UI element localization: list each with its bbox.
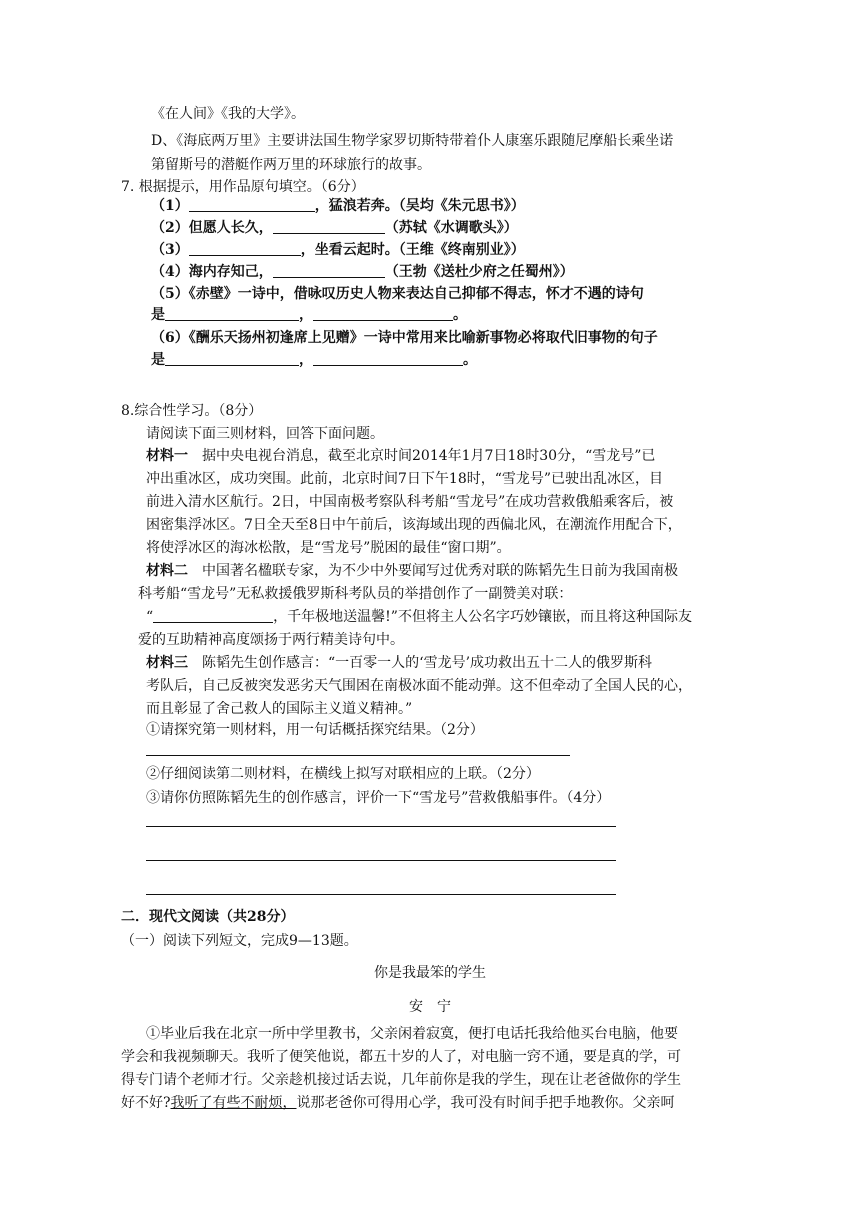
material-1-line-1: 材料一 据中央电视台消息，截至北京时间2014年1月7日18时30分，“雪龙号”已	[146, 448, 656, 464]
article-title: 你是我最笨的学生	[374, 965, 486, 981]
paragraph-1-line-3: 得专门请个老师才行。父亲趁机接过话去说，几年前你是我的学生，现在让老爸做你的学生	[121, 1072, 681, 1088]
material-1-line-4: 困密集浮冰区。7日全天至8日中午前后，该海域出现的西偏北风，在潮流作用配合下，	[146, 517, 682, 533]
q7-item-2: （2）但愿人长久， （苏轼《水调歌头》）	[151, 220, 518, 236]
answer-blank[interactable]	[189, 196, 315, 212]
answer-line-2[interactable]	[146, 826, 616, 827]
paragraph-1-line-4: 好不好?我听了有些不耐烦，说那老爸你可得用心学，我可没有时间手把手地教你。父亲呵	[121, 1095, 675, 1111]
material-3-line-1: 材料三 陈韬先生创作感言：“一百零一人的‘雪龙号’成功救出五十二人的俄罗斯科	[146, 655, 653, 671]
answer-line-4[interactable]	[146, 894, 616, 895]
article-author: 安 宁	[409, 999, 451, 1015]
couplet-blank[interactable]	[153, 607, 273, 623]
q7-item-6: （6）《酬乐天扬州初逢席上见赠》一诗中常用来比喻新事物必将取代旧事物的句子	[151, 330, 658, 346]
answer-line-3[interactable]	[146, 860, 616, 861]
answer-blank[interactable]	[165, 350, 299, 366]
option-d-line-1: D、《海底两万里》主要讲法国生物学家罗切斯特带着仆人康塞乐跟随尼摩船长乘坐诺	[151, 133, 674, 149]
sub-question-1: ①请探究第一则材料，用一句话概括探究结果。（2分）	[146, 722, 484, 738]
section-2-subheading: （一）阅读下列短文，完成9—13题。	[121, 933, 358, 949]
option-d-line-2: 第留斯号的潜艇作两万里的环球旅行的故事。	[151, 157, 431, 173]
book-list-line: 《在人间》《我的大学》。	[151, 106, 305, 122]
sub-question-3: ③请你仿照陈韬先生的创作感言，评价一下“雪龙号”营救俄船事件。（4分）	[146, 790, 611, 806]
paragraph-1-line-2: 学会和我视频聊天。我听了便笑他说，都五十岁的人了，对电脑一窍不通，要是真的学，可	[121, 1049, 681, 1065]
answer-blank[interactable]	[273, 218, 385, 234]
q7-item-5-answer: 是 ， 。	[151, 307, 467, 323]
q7-heading: 7. 根据提示，用作品原句填空。（6分）	[121, 179, 365, 195]
answer-line-1[interactable]	[146, 755, 570, 756]
q7-item-3: （3） ，坐看云起时。（王维《终南别业》）	[151, 242, 525, 258]
q7-item-1: （1） ，猛浪若奔。（吴均《朱元思书》）	[151, 198, 525, 214]
q7-item-5: （5）《赤壁》一诗中，借咏叹历史人物来表达自己抑郁不得志，怀才不遇的诗句	[151, 286, 644, 302]
material-2-line-1: 材料二 中国著名楹联专家，为不少中外要闻写过优秀对联的陈韬先生日前为我国南极	[146, 563, 678, 579]
q7-item-4: （4）海内存知己， （王勃《送杜少府之任蜀州》）	[151, 264, 574, 280]
q8-heading: 8.综合性学习。（8分）	[121, 403, 263, 419]
material-3-line-3: 而且彰显了舍己救人的国际主义道义精神。”	[146, 701, 413, 717]
paragraph-1-line-1: ①毕业后我在北京一所中学里教书，父亲闲着寂寞，便打电话托我给他买台电脑，他要	[146, 1026, 678, 1042]
material-3-line-2: 考队后，自己反被突发恶劣天气围困在南极冰面不能动弹。这不但牵动了全国人民的心，	[146, 678, 692, 694]
q8-intro: 请阅读下面三则材料，回答下面问题。	[146, 426, 384, 442]
underlined-sentence: 我听了有些不耐烦，	[170, 1095, 297, 1111]
answer-blank[interactable]	[313, 305, 453, 321]
material-1-line-5: 将使浮冰区的海冰松散，是“雪龙号”脱困的最佳“窗口期”。	[146, 540, 511, 556]
section-2-heading: 二．现代文阅读（共28分）	[121, 909, 295, 925]
material-2-line-3: “ ，千年极地送温馨!”不但将主人公名字巧妙镶嵌，而且将这种国际友	[146, 609, 692, 625]
material-1-line-3: 前进入清水区航行。2日，中国南极考察队科考船“雪龙号”在成功营救俄船乘客后，被	[146, 494, 674, 510]
sub-question-2: ②仔细阅读第二则材料，在横线上拟写对联相应的上联。（2分）	[146, 766, 540, 782]
material-1-line-2: 冲出重冰区，成功突围。此前，北京时间7日下午18时，“雪龙号”已驶出乱冰区，目	[146, 471, 664, 487]
answer-blank[interactable]	[189, 240, 301, 256]
q7-item-6-answer: 是 ， 。	[151, 352, 477, 368]
material-2-line-4: 爱的互助精神高度颂扬于两行精美诗句中。	[138, 632, 404, 648]
material-2-line-2: 科考船“雪龙号”无私救援俄罗斯科考队员的举措创作了一副赞美对联：	[138, 586, 573, 602]
answer-blank[interactable]	[273, 262, 385, 278]
answer-blank[interactable]	[165, 305, 299, 321]
answer-blank[interactable]	[313, 350, 463, 366]
